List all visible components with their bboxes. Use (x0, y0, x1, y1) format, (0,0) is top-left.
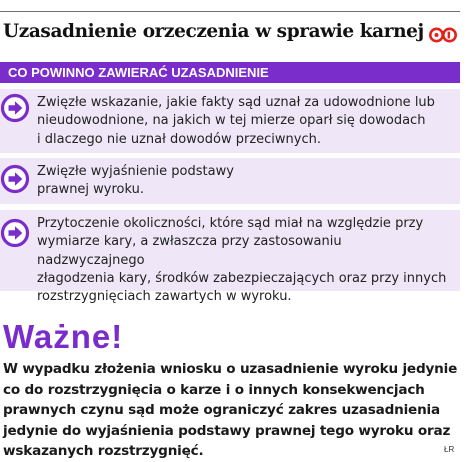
list-item (0, 158, 460, 204)
publisher-logo-icon (429, 27, 457, 43)
arrow-right-circle-icon (0, 164, 30, 194)
arrow-right-circle-icon (0, 218, 30, 248)
list-item (0, 89, 460, 153)
important-note: W wypadku złożenia wniosku o uzasadnienie wyroku jedynie co do rozstrzygnięcia o karze i o innych konsekwencjach prawnych czynu sąd może ograniczyć zakres uzasadnienia jedynie do wyjaśnienia podstawy prawnej tego wyroku oraz wskazanych rozstrzygnięć. (3, 361, 458, 460)
page-title: Uzasadnienie orzeczenia w sprawie karnej (3, 21, 424, 42)
author-initials: ŁR (444, 445, 455, 454)
important-heading: Ważne! (3, 318, 124, 355)
section-header-label: CO POWINNO ZAWIERAĆ UZASADNIENIE (8, 65, 269, 80)
section-header (0, 62, 460, 83)
list-item (0, 210, 460, 305)
list-item-text: Przytoczenie okoliczności, które sąd miał na względzie przy wymiarze kary, a zwłaszcza przy zastosowaniu nadzwyczajnego złagodzenia kary, środków zabezpieczających oraz przy innych rozstrzygnięciach zawartych w wyroku. (37, 216, 447, 305)
top-divider (0, 11, 460, 12)
list-item-text: Zwięzłe wyjaśnienie podstawy prawnej wyroku. (37, 164, 234, 198)
list-item-text: Zwięzłe wskazanie, jakie fakty sąd uznał za udowodnione lub nieudowodnione, na jakich w tej mierze oparł się dowodach i dlaczego nie uznał dowodów przeciwnych. (37, 95, 435, 147)
arrow-right-circle-icon (0, 93, 30, 123)
